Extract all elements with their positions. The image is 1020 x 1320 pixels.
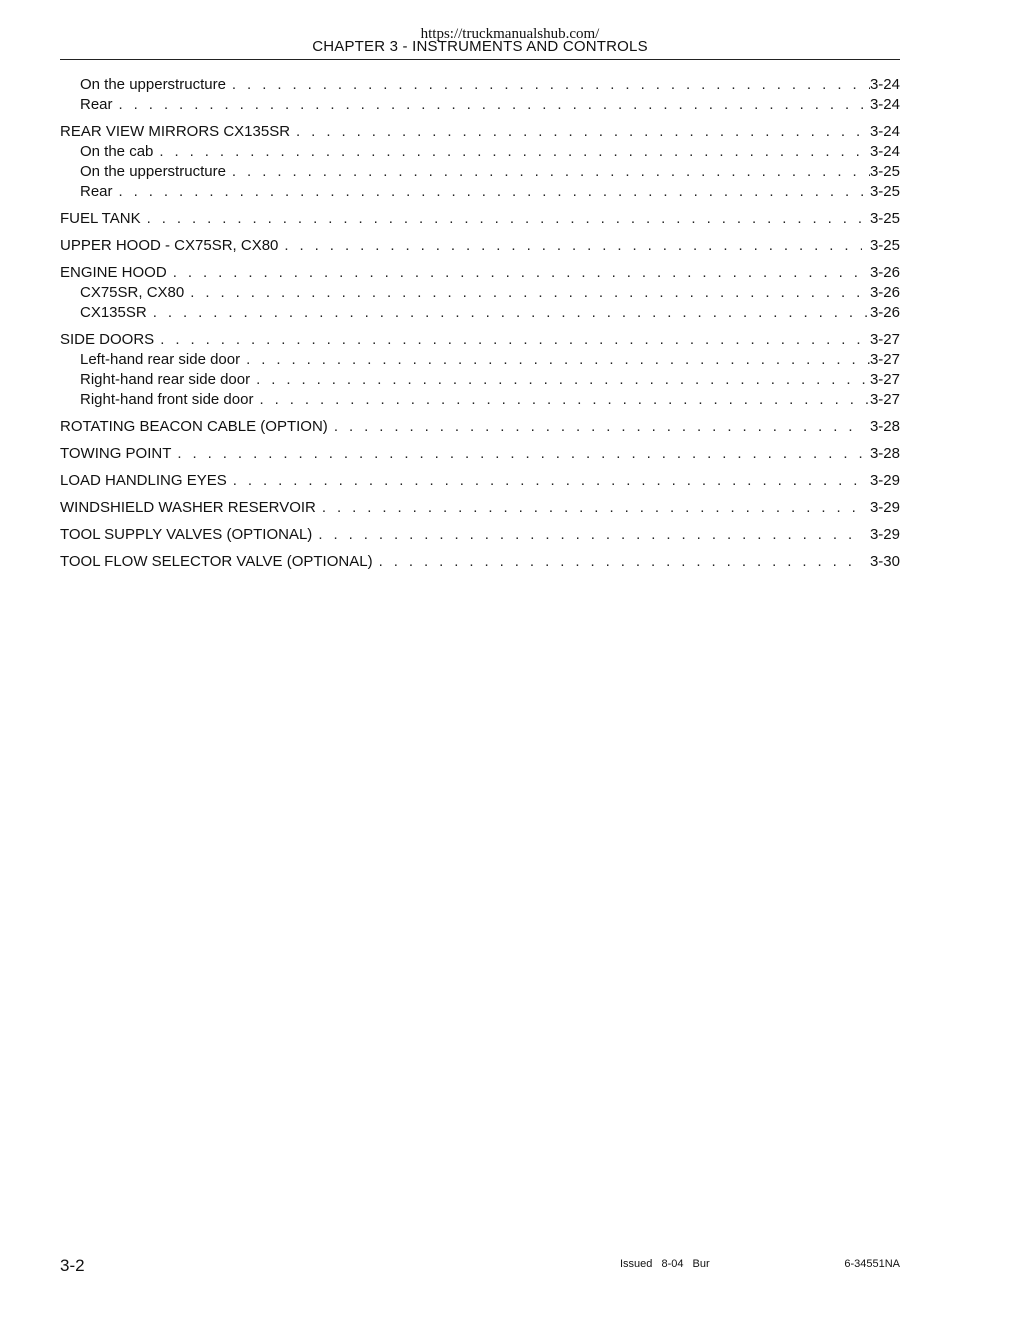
toc-dot-leader <box>233 471 862 491</box>
toc-entry-page: 3-27 <box>869 391 900 408</box>
toc-entry-page: 3-24 <box>869 123 900 140</box>
toc-entry-page: 3-30 <box>869 553 900 570</box>
watermark-url: https://truckmanualshub.com/ <box>420 26 600 42</box>
toc-entry-label: TOWING POINT <box>60 445 172 462</box>
toc-subentry[interactable] <box>60 75 900 95</box>
toc-entry-label: TOOL SUPPLY VALVES (OPTIONAL) <box>60 526 313 543</box>
toc-entry-label: CX135SR <box>80 304 147 321</box>
toc-entry-page: 3-28 <box>869 418 900 435</box>
toc-entry-page: 3-27 <box>869 351 900 368</box>
toc-dot-leader <box>119 95 870 115</box>
toc-entry-page: 3-26 <box>869 264 900 281</box>
toc-entry-label: On the upperstructure <box>80 163 226 180</box>
toc-dot-leader <box>296 122 862 142</box>
toc-dot-leader <box>177 444 862 464</box>
toc-entry-label: WINDSHIELD WASHER RESERVOIR <box>60 499 316 516</box>
toc-entry-label: CX75SR, CX80 <box>80 284 185 301</box>
toc-subentry[interactable] <box>60 350 900 370</box>
toc-entry[interactable] <box>60 417 900 437</box>
toc-entry-label: FUEL TANK <box>60 210 141 227</box>
toc-dot-leader <box>232 162 870 182</box>
toc-dot-leader <box>284 236 862 256</box>
toc-dot-leader <box>190 283 870 303</box>
toc-dot-leader <box>119 182 870 202</box>
toc-entry-page: 3-28 <box>869 445 900 462</box>
toc-entry[interactable] <box>60 525 900 545</box>
toc-subentry[interactable] <box>60 370 900 390</box>
toc-dot-leader <box>256 370 870 390</box>
toc-entry[interactable] <box>60 330 900 350</box>
toc-entry-label: Rear <box>80 96 113 113</box>
toc-subentry[interactable] <box>60 142 900 162</box>
toc-subentry[interactable] <box>60 390 900 410</box>
toc-entry[interactable] <box>60 122 900 142</box>
toc-entry-page: 3-26 <box>869 304 900 321</box>
toc-entry-label: REAR VIEW MIRRORS CX135SR <box>60 123 291 140</box>
toc-dot-leader <box>379 552 862 572</box>
toc-entry-page: 3-25 <box>869 183 900 200</box>
toc-entry-page: 3-29 <box>869 499 900 516</box>
toc-entry-label: ROTATING BEACON CABLE (OPTION) <box>60 418 328 435</box>
toc-entry[interactable] <box>60 209 900 229</box>
toc-entry-page: 3-27 <box>869 371 900 388</box>
header-rule <box>60 59 900 60</box>
toc-entry[interactable] <box>60 263 900 283</box>
toc-entry-label: On the cab <box>80 143 154 160</box>
toc-dot-leader <box>322 498 862 518</box>
toc-dot-leader <box>246 350 870 370</box>
toc-dot-leader <box>160 330 862 350</box>
toc-subentry[interactable] <box>60 162 900 182</box>
toc-entry[interactable] <box>60 498 900 518</box>
toc-entry[interactable] <box>60 471 900 491</box>
toc-entry-label: SIDE DOORS <box>60 331 155 348</box>
toc-dot-leader <box>173 263 862 283</box>
toc-entry-label: UPPER HOOD - CX75SR, CX80 <box>60 237 279 254</box>
toc-dot-leader <box>259 390 870 410</box>
footer-issued: Issued 8-04 Bur <box>620 1258 710 1270</box>
toc-entry[interactable] <box>60 236 900 256</box>
toc-entry-page: 3-24 <box>869 96 900 113</box>
toc-dot-leader <box>147 209 862 229</box>
toc-entry-label: TOOL FLOW SELECTOR VALVE (OPTIONAL) <box>60 553 373 570</box>
toc-entry-label: Right-hand front side door <box>80 391 254 408</box>
toc-dot-leader <box>153 303 870 323</box>
toc-entry-page: 3-26 <box>869 284 900 301</box>
toc-entry-label: ENGINE HOOD <box>60 264 167 281</box>
toc-entry-page: 3-29 <box>869 472 900 489</box>
toc-entry[interactable] <box>60 552 900 572</box>
footer-doc-code: 6-34551NA <box>844 1258 900 1270</box>
table-of-contents <box>60 75 900 572</box>
toc-entry-page: 3-29 <box>869 526 900 543</box>
toc-entry-label: Rear <box>80 183 113 200</box>
footer-page-number: 3-2 <box>60 1256 85 1275</box>
toc-entry-label: Right-hand rear side door <box>80 371 251 388</box>
toc-entry-label: Left-hand rear side door <box>80 351 241 368</box>
toc-subentry[interactable] <box>60 283 900 303</box>
toc-entry-label: LOAD HANDLING EYES <box>60 472 227 489</box>
toc-entry-page: 3-24 <box>869 76 900 93</box>
toc-entry-page: 3-25 <box>869 210 900 227</box>
toc-entry-page: 3-25 <box>869 237 900 254</box>
toc-subentry[interactable] <box>60 95 900 115</box>
toc-dot-leader <box>318 525 862 545</box>
chapter-title: CHAPTER 3 - INSTRUMENTS AND CONTROLS <box>312 38 648 55</box>
toc-entry-page: 3-24 <box>869 143 900 160</box>
toc-subentry[interactable] <box>60 182 900 202</box>
toc-dot-leader <box>232 75 870 95</box>
toc-dot-leader <box>159 142 870 162</box>
toc-dot-leader <box>334 417 862 437</box>
toc-subentry[interactable] <box>60 303 900 323</box>
toc-entry-page: 3-27 <box>869 331 900 348</box>
toc-entry-label: On the upperstructure <box>80 76 226 93</box>
toc-entry[interactable] <box>60 444 900 464</box>
toc-entry-page: 3-25 <box>869 163 900 180</box>
